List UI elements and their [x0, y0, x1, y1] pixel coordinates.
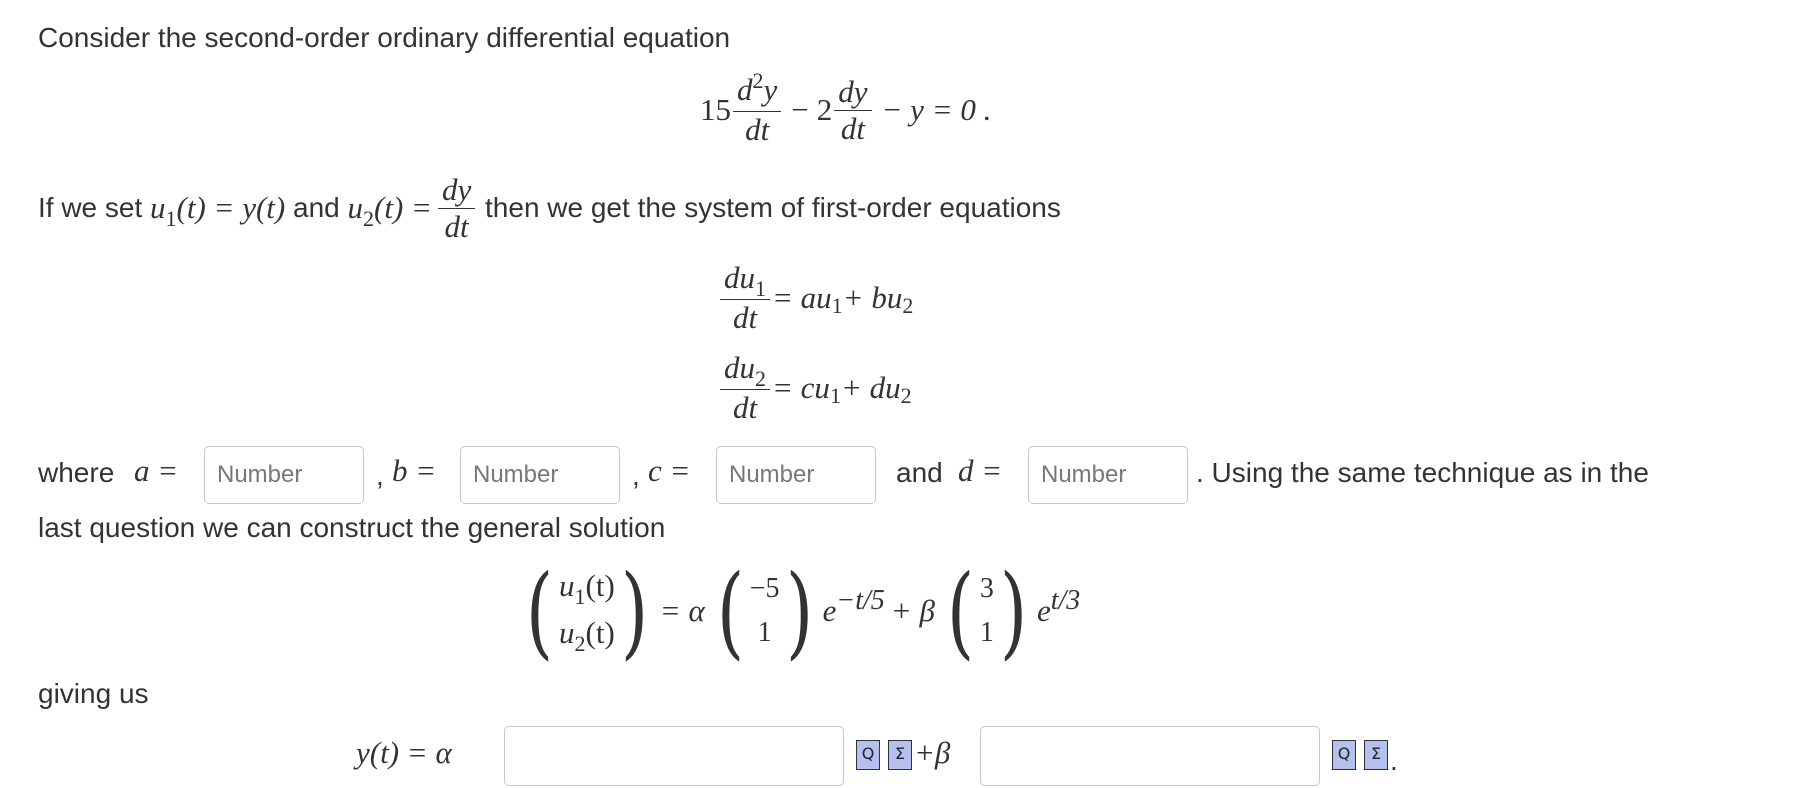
final-plus-beta: +β: [914, 735, 951, 770]
ode-tail: − y = 0 .: [881, 92, 992, 127]
param-c-input[interactable]: Number: [716, 446, 876, 504]
param-d-input[interactable]: Number: [1028, 446, 1188, 504]
vec2-left-paren: (: [946, 552, 975, 670]
exp2-power: t/3: [1050, 585, 1081, 616]
eq1-fraction: [720, 260, 770, 336]
system-eq2: [718, 348, 912, 428]
vec2-right-paren: ): [999, 552, 1028, 670]
param-c-label: c =: [648, 453, 691, 488]
ode-equation: [700, 70, 991, 150]
gen-u1-t: (t): [585, 568, 615, 603]
gen-u2-sub: 2: [574, 631, 586, 656]
vec1-right-paren: ): [785, 552, 813, 670]
ode-coef-2: 2: [816, 92, 833, 127]
dy-num: dy: [834, 74, 871, 111]
exp1-base: e: [822, 593, 837, 628]
params-after: . Using the same technique as in the: [1196, 457, 1649, 488]
eq2-rhs-a: = cu: [772, 370, 830, 405]
preview-icon[interactable]: Q: [856, 740, 880, 770]
vec1-top: −5: [749, 573, 780, 604]
eq1-den: dt: [732, 300, 758, 335]
general-solution: [520, 552, 1081, 670]
alpha-coefficient-input[interactable]: [504, 726, 844, 786]
d2y-den: dt: [745, 112, 770, 147]
u2-def-text: (t) =: [374, 190, 432, 225]
exp2: [1036, 585, 1081, 629]
beta-coefficient-input[interactable]: [980, 726, 1320, 786]
u1-symbol: u: [150, 190, 166, 225]
params-line2: last question we can construct the general solution: [38, 512, 666, 543]
eq2-rhs-a-sub: 1: [829, 383, 841, 408]
vec2: [980, 567, 994, 655]
vec-u-right-paren: ): [620, 552, 648, 670]
params-where: where: [38, 457, 115, 488]
ode-dy-fraction: [834, 74, 871, 147]
eq2-num: du: [724, 350, 755, 385]
gen-u2: u: [559, 615, 575, 650]
vec1-bot: 1: [757, 617, 772, 648]
setup-dy-fraction: [438, 172, 475, 245]
system-eq1: [718, 258, 913, 338]
param-d-label: d =: [958, 453, 1003, 488]
gen-eq-alpha: = α: [659, 593, 705, 628]
eq1-rhs-b-sub: 2: [902, 293, 914, 318]
param-b-label: b =: [392, 453, 437, 488]
eq1-num: du: [724, 260, 755, 295]
u2-def: [347, 190, 432, 231]
setup-suffix: then we get the system of first-order equations: [485, 192, 1061, 223]
d2y-exp: 2: [752, 68, 764, 93]
eq1-num-sub: 1: [755, 276, 766, 301]
eq2-rhs-b: + du: [840, 370, 901, 405]
ode-minus: −: [791, 92, 809, 127]
gen-u1-sub: 1: [574, 584, 586, 609]
param-b-input[interactable]: Number: [460, 446, 620, 504]
setup-frac-den: dt: [444, 208, 469, 244]
vec-u-left-paren: (: [525, 552, 554, 670]
exp2-base: e: [1036, 593, 1051, 628]
gen-u1: u: [559, 568, 575, 603]
ode-coef-15: 15: [700, 92, 731, 127]
exp1: [822, 585, 885, 629]
eq1-rhs-b: + bu: [842, 280, 903, 315]
giving-us: giving us: [38, 678, 149, 709]
equation-editor-icon[interactable]: Σ: [888, 740, 912, 770]
gen-u2-t: (t): [585, 615, 615, 650]
exp1-power: −t/5: [836, 585, 885, 616]
u2-symbol: u: [347, 190, 364, 225]
param-and: and: [896, 457, 943, 488]
dy-den: dt: [840, 110, 865, 146]
d2y-d: d: [737, 72, 753, 107]
eq2-num-sub: 2: [755, 366, 766, 391]
d2y-y: y: [763, 72, 778, 107]
u1-def: [150, 190, 286, 231]
vec1: [750, 567, 780, 655]
vec2-top: 3: [979, 573, 994, 604]
param-comma-1: ,: [376, 460, 384, 491]
vec2-bot: 1: [979, 617, 994, 648]
setup-line: [38, 168, 1061, 248]
final-period: .: [1390, 745, 1398, 776]
eq2-rhs-b-sub: 2: [900, 383, 912, 408]
u2-sub: 2: [363, 206, 375, 231]
param-a-label: a =: [134, 453, 179, 488]
u1-def-text: (t) = y(t): [176, 190, 286, 225]
ode-d2y-fraction: [733, 68, 781, 148]
eq1-rhs-a-sub: 1: [831, 293, 843, 318]
param-comma-2: ,: [632, 460, 640, 491]
eq2-fraction: [720, 350, 770, 426]
eq1-rhs-a: = au: [772, 280, 832, 315]
intro-text: Consider the second-order ordinary differential equation: [38, 22, 731, 53]
equation-editor-icon-2[interactable]: Σ: [1364, 740, 1388, 770]
setup-frac-num: dy: [438, 172, 475, 209]
setup-prefix: If we set: [38, 192, 143, 223]
vec-u: [559, 564, 615, 658]
param-a-input[interactable]: Number: [204, 446, 364, 504]
eq2-den: dt: [732, 390, 758, 425]
u1-sub: 1: [165, 206, 177, 231]
vec1-left-paren: (: [716, 552, 744, 670]
final-lhs: y(t) = α: [356, 735, 452, 770]
gen-plus-beta: + β: [890, 593, 935, 628]
setup-and: and: [293, 192, 340, 223]
preview-icon-2[interactable]: Q: [1332, 740, 1356, 770]
